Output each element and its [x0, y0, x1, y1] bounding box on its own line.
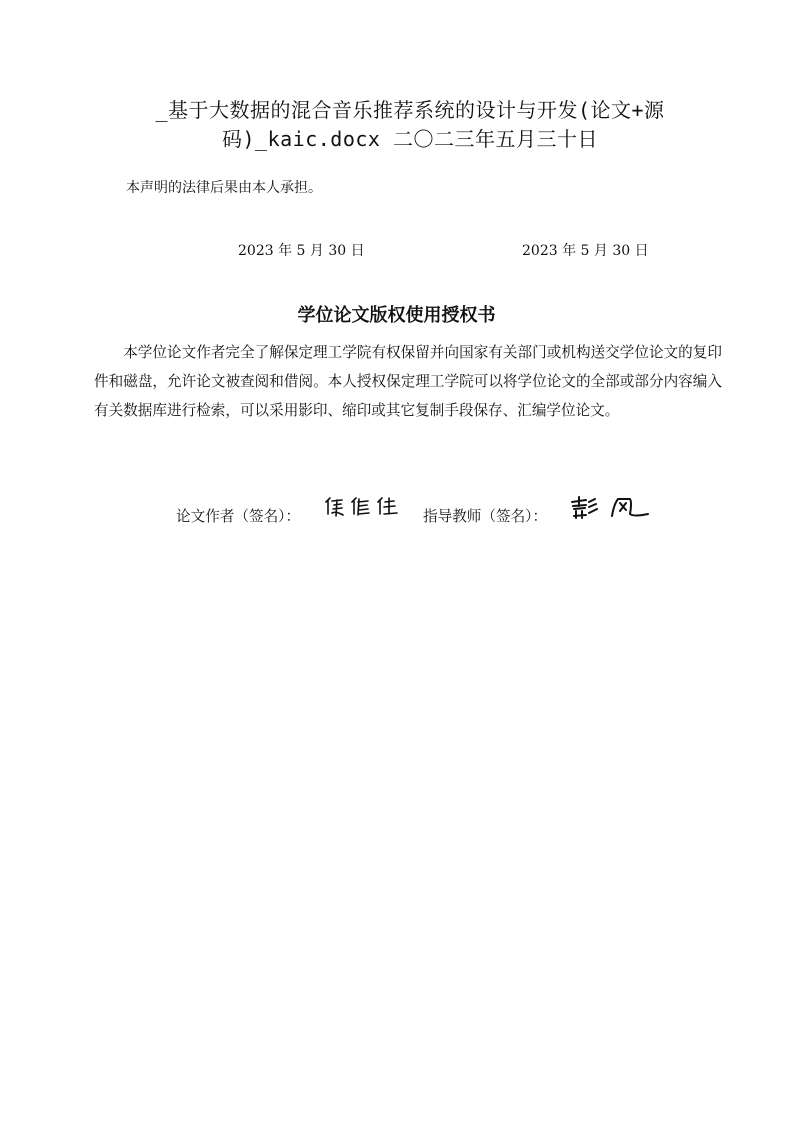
document-title-line-2: 码)_kaic.docx 二〇二三年五月三十日	[222, 127, 598, 151]
advisor-signature-image	[568, 494, 652, 522]
document-title-line-1: _基于大数据的混合音乐推荐系统的设计与开发(论文+源	[155, 98, 665, 122]
section-title: 学位论文版权使用授权书	[297, 305, 496, 326]
legal-statement: 本声明的法律后果由本人承担。	[126, 180, 322, 196]
date-right: 2023 年 5 月 30 日	[522, 243, 649, 259]
authorization-paragraph: 本学位论文作者完全了解保定理工学院有权保留并向国家有关部门或机构送交学位论文的复印件和磁盘，允许论文被查阅和借阅。本人授权保定理工学院可以将学位论文的全部或部分内容编入有关数据库进行检索，可以采用影印、缩印或其它复制手段保存、汇编学位论文。	[94, 344, 722, 419]
author-signature-label: 论文作者（签名）：	[176, 508, 301, 525]
advisor-signature-label: 指导教师（签名）：	[423, 508, 548, 525]
date-left: 2023 年 5 月 30 日	[238, 243, 365, 259]
author-signature-image	[322, 494, 402, 520]
